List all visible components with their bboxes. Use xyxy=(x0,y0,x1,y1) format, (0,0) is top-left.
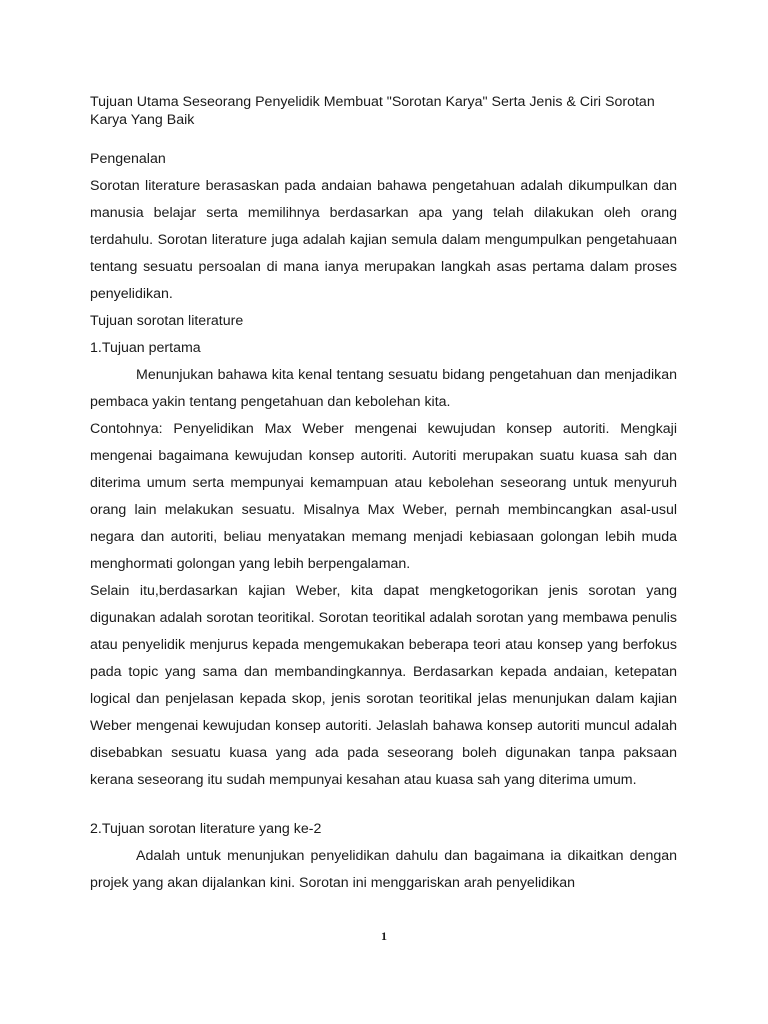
purpose1-heading: 1.Tujuan pertama xyxy=(90,340,201,356)
document-body xyxy=(90,93,677,897)
analysis-paragraph: Selain itu,berdasarkan kajian Weber, kita dapat mengketogorikan jenis sorotan yang digunakan adalah sorotan teoritikal. Sorotan teoritikal adalah sorotan yang membawa penulis atau penyelidik menjurus kepada mengemukakan beberapa teori atau konsep yang berfokus pada topic yang sama dan membandingkannya. Berdasarkan kepada andaian, ketepatan logical dan penjelasan kepada skop, jenis sorotan teoritikal jelas menunjukan dalam kajian Weber mengenai kewujudan konsep autoriti. Jelaslah bahawa konsep autoriti muncul adalah disebabkan sesuatu kuasa yang ada pada seseorang boleh digunakan tanpa paksaan kerana seseorang itu sudah mempunyai kesahan atau kuasa sah yang diterima umum. xyxy=(90,583,677,788)
paragraph-spacer xyxy=(90,794,677,816)
example-paragraph: Contohnya: Penyelidikan Max Weber mengenai kewujudan konsep autoriti. Mengkaji mengenai bagaimana kewujudan konsep autoriti. Autoriti merupakan suatu kuasa sah dan diterima umum serta mempunyai kemampuan atau kebolehan seseorang untuk menyuruh orang lain melakukan sesuatu. Misalnya Max Weber, pernah membincangkan asal-usul negara dan autoriti, beliau menyatakan memang menjadi kebiasaan golongan lebih muda menghormati golongan yang lebih berpengalaman. xyxy=(90,421,677,572)
intro-heading: Pengenalan xyxy=(90,151,166,167)
intro-paragraph: Sorotan literature berasaskan pada andaian bahawa pengetahuan adalah dikumpulkan dan manusia belajar serta memilihnya berdasarkan apa yang telah dilakukan oleh orang terdahulu. Sorotan literature juga adalah kajian semula dalam mengumpulkan pengetahuaan tentang sesuatu persoalan di mana ianya merupakan langkah asas pertama dalam proses penyelidikan. xyxy=(90,178,677,302)
section-heading: Tujuan sorotan literature xyxy=(90,313,244,329)
document-title: Tujuan Utama Seseorang Penyelidik Membuat "Sorotan Karya" Serta Jenis & Ciri Sorotan Karya Yang Baik xyxy=(90,94,655,128)
purpose1-paragraph: Menunjukan bahawa kita kenal tentang sesuatu bidang pengetahuan dan menjadikan pembaca yakin tentang pengetahuan dan kebolehan kita. xyxy=(90,367,677,410)
purpose2-paragraph: Adalah untuk menunjukan penyelidikan dahulu dan bagaimana ia dikaitkan dengan projek yang akan dijalankan kini. Sorotan ini menggariskan arah penyelidikan xyxy=(90,848,677,891)
purpose2-heading: 2.Tujuan sorotan literature yang ke-2 xyxy=(90,821,322,837)
page-number: 1 xyxy=(381,929,387,943)
